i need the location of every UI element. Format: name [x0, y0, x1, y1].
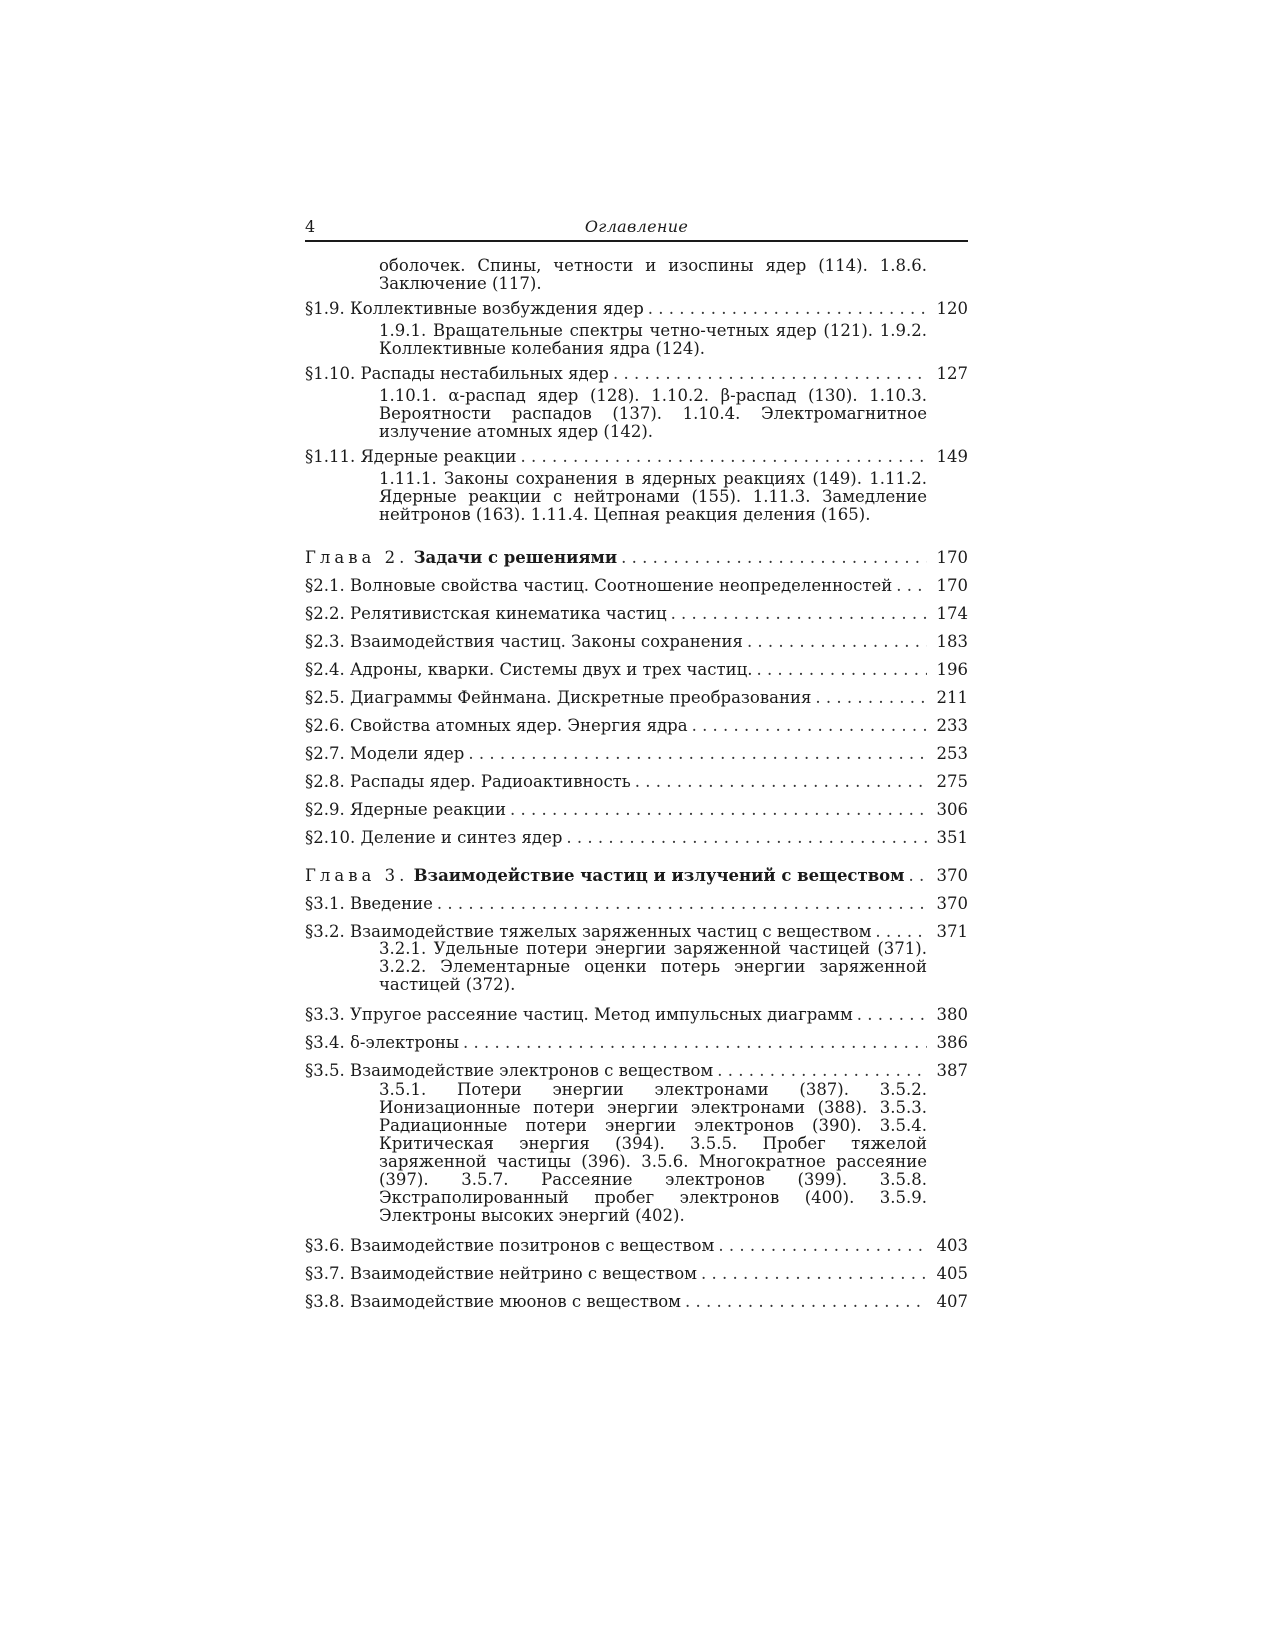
chapter-title: Взаимодействие частиц и излучений с веществом — [413, 866, 905, 885]
toc-continuation-text: оболочек. Спины, четности и изоспины ядер (114). 1.8.6. Заключение (117). — [379, 256, 927, 293]
toc-entry[interactable] — [305, 628, 968, 656]
leader-dots — [517, 448, 927, 466]
leader-dots — [562, 824, 927, 852]
toc-page-number: 120 — [936, 299, 968, 318]
toc-page-number: 403 — [936, 1236, 968, 1255]
leader-dots — [892, 572, 927, 600]
toc-entry[interactable] — [305, 890, 968, 918]
toc-entry-title: §3.4. δ-электроны — [305, 1033, 460, 1052]
leader-dots — [811, 684, 927, 712]
toc-entry[interactable] — [305, 1288, 968, 1316]
toc-entry[interactable] — [305, 448, 968, 466]
toc-page-number: 127 — [936, 364, 968, 383]
page-header — [305, 213, 968, 242]
toc-entry-title: §2.10. Деление и синтез ядер — [305, 828, 563, 847]
toc-page-number: 149 — [936, 447, 968, 466]
leader-dots — [464, 740, 927, 768]
toc-entry-title: §3.2. Взаимодействие тяжелых заряженных частиц с веществом — [305, 922, 872, 941]
leader-dots — [681, 1288, 927, 1316]
toc-page-number: 387 — [936, 1061, 968, 1080]
toc-page-number: 407 — [936, 1292, 968, 1311]
toc-entry-title: §2.5. Диаграммы Фейнмана. Дискретные преобразования — [305, 688, 812, 707]
leader-dots — [617, 544, 927, 572]
leader-dots — [743, 628, 927, 656]
toc-subentries: 1.10.1. α-распад ядер (128). 1.10.2. β-распад (130). 1.10.3. Вероятности распадов (137). 1.10.4. Электромагнитное излучение атомных ядер (142). — [379, 386, 927, 441]
toc-page-number: 370 — [936, 894, 968, 913]
book-page — [305, 213, 968, 1316]
toc-page-number: 275 — [936, 772, 968, 791]
toc-entry[interactable] — [305, 712, 968, 740]
toc-entry-title: §1.10. Распады нестабильных ядер — [305, 364, 609, 383]
chapter-prefix: Глава 3. — [305, 866, 409, 885]
toc-entry[interactable] — [305, 1001, 968, 1029]
leader-dots — [631, 768, 927, 796]
table-of-contents — [305, 257, 968, 1316]
toc-page-number: 370 — [936, 866, 968, 885]
toc-page-number: 306 — [936, 800, 968, 819]
toc-entry-title: §2.7. Модели ядер — [305, 744, 465, 763]
toc-subentries: 1.9.1. Вращательные спектры четно-четных ядер (121). 1.9.2. Коллективные колебания ядра (124). — [379, 321, 927, 358]
toc-entry-title: §2.8. Распады ядер. Радиоактивность — [305, 772, 631, 791]
toc-page-number: 380 — [936, 1005, 968, 1024]
leader-dots — [459, 1029, 927, 1057]
chapter-3-heading[interactable] — [305, 862, 968, 890]
toc-entry[interactable] — [305, 796, 968, 824]
toc-entry-title: §2.6. Свойства атомных ядер. Энергия ядра — [305, 716, 688, 735]
toc-entry-title: §3.7. Взаимодействие нейтрино с веществом — [305, 1264, 697, 1283]
toc-entry-title: §3.1. Введение — [305, 894, 433, 913]
toc-page-number: 386 — [936, 1033, 968, 1052]
toc-page-number: 196 — [936, 660, 968, 679]
toc-entry-title: §2.9. Ядерные реакции — [305, 800, 507, 819]
toc-entry-title: §2.3. Взаимодействия частиц. Законы сохранения — [305, 632, 743, 651]
leader-dots — [433, 890, 927, 918]
toc-entry-title: §1.11. Ядерные реакции — [305, 447, 517, 466]
toc-subentries: 1.11.1. Законы сохранения в ядерных реакциях (149). 1.11.2. Ядерные реакции с нейтронами (155). 1.11.3. Замедление нейтронов (163). 1.11.4. Цепная реакция деления (165). — [379, 469, 927, 524]
toc-entry-title: §2.2. Релятивистская кинематика частиц — [305, 604, 667, 623]
leader-dots — [697, 1260, 927, 1288]
leader-dots — [752, 656, 927, 684]
page-number: 4 — [305, 217, 316, 236]
leader-dots — [644, 300, 927, 318]
toc-page-number: 405 — [936, 1264, 968, 1283]
toc-page-number: 233 — [936, 716, 968, 735]
leader-dots — [853, 1001, 927, 1029]
chapter-2-heading[interactable] — [305, 544, 968, 572]
toc-entry-title: §2.1. Волновые свойства частиц. Соотношение неопределенностей — [305, 576, 893, 595]
toc-entry[interactable] — [305, 656, 968, 684]
toc-subentries: 3.5.1. Потери энергии электронами (387). 3.5.2. Ионизационные потери энергии электронами (388). 3.5.3. Радиационные потери энергии электронов (390). 3.5.4. Критическая энергия (394). 3.5.5. Пробег тяжелой заряженной частицы (396). 3.5.6. Многократное рассеяние (397). 3.5.7. Рассеяние электронов (399). 3.5.8. Экстраполированный пробег электронов (400). 3.5.9. Электроны высоких энергий (402). — [379, 1080, 927, 1225]
toc-page-number: 183 — [936, 632, 968, 651]
leader-dots — [609, 365, 927, 383]
toc-entry[interactable] — [305, 300, 968, 318]
toc-entry[interactable] — [305, 824, 968, 852]
running-title: Оглавление — [584, 217, 689, 236]
toc-entry[interactable] — [305, 600, 968, 628]
toc-entry[interactable] — [305, 1260, 968, 1288]
toc-entry-title: §1.9. Коллективные возбуждения ядер — [305, 299, 644, 318]
toc-entry-title: §3.5. Взаимодействие электронов с веществом — [305, 1061, 714, 1080]
toc-page-number: 351 — [936, 828, 968, 847]
toc-entry-title: §3.6. Взаимодействие позитронов с веществом — [305, 1236, 715, 1255]
toc-page-number: 174 — [936, 604, 968, 623]
toc-entry[interactable] — [305, 740, 968, 768]
toc-entry-title: §2.4. Адроны, кварки. Системы двух и трех частиц. — [305, 660, 753, 679]
leader-dots — [905, 862, 927, 890]
toc-entry[interactable] — [305, 684, 968, 712]
toc-page-number: 371 — [936, 922, 968, 941]
leader-dots — [714, 1232, 927, 1260]
toc-page-number: 211 — [936, 688, 968, 707]
toc-entry[interactable] — [305, 365, 968, 383]
toc-entry[interactable] — [305, 572, 968, 600]
leader-dots — [667, 600, 927, 628]
toc-page-number: 170 — [936, 548, 968, 567]
chapter-prefix: Глава 2. — [305, 548, 409, 567]
toc-subentries: 3.2.1. Удельные потери энергии заряженной частицей (371). 3.2.2. Элементарные оценки потерь энергии заряженной частицей (372). — [379, 939, 927, 994]
toc-entry[interactable] — [305, 768, 968, 796]
leader-dots — [506, 796, 927, 824]
leader-dots — [688, 712, 927, 740]
chapter-title: Задачи с решениями — [413, 548, 618, 567]
toc-entry-title: §3.3. Упругое рассеяние частиц. Метод импульсных диаграмм — [305, 1005, 853, 1024]
toc-entry-title: §3.8. Взаимодействие мюонов с веществом — [305, 1292, 681, 1311]
toc-page-number: 253 — [936, 744, 968, 763]
toc-entry[interactable] — [305, 1232, 968, 1260]
toc-entry[interactable] — [305, 1029, 968, 1057]
toc-page-number: 170 — [936, 576, 968, 595]
